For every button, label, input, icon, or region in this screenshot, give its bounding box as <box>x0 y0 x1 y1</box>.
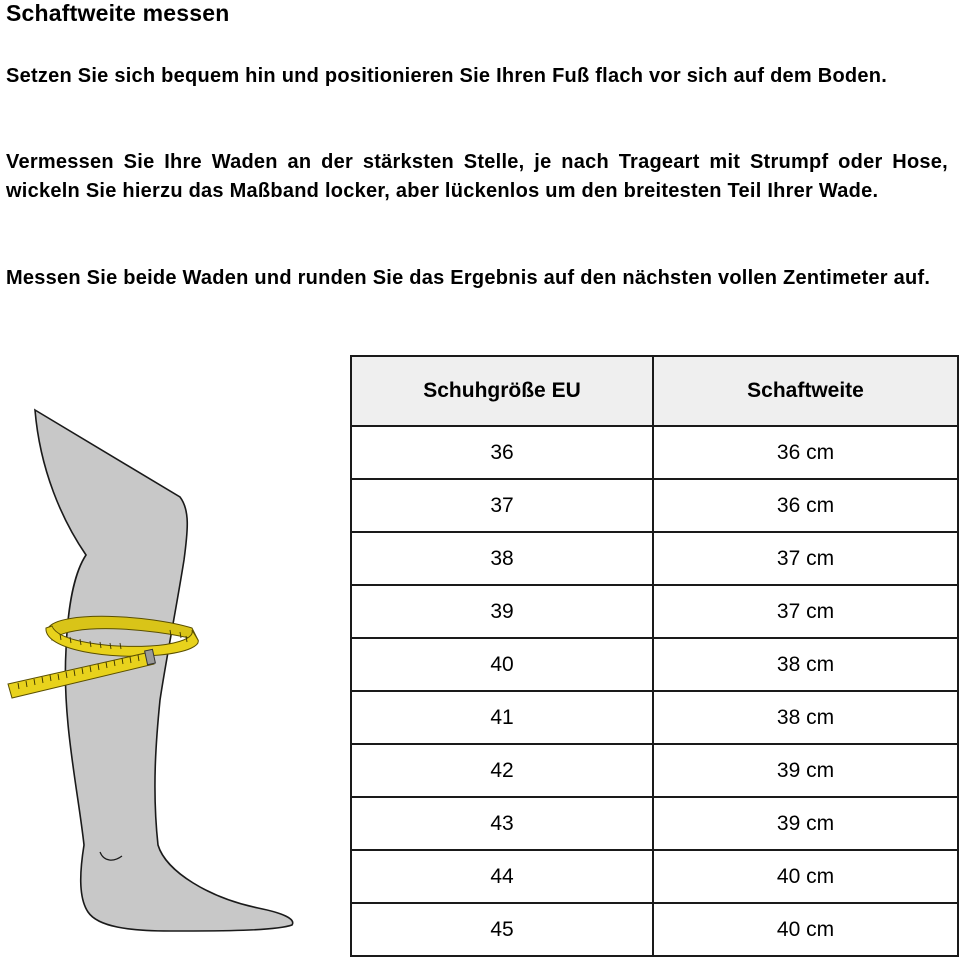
table-header-row <box>351 356 958 426</box>
page-title: Schaftweite messen <box>6 0 230 26</box>
cell-shaft-width: 38 cm <box>653 638 958 691</box>
cell-shoe-size: 37 <box>351 479 653 532</box>
table-row <box>351 426 958 479</box>
cell-shoe-size: 42 <box>351 744 653 797</box>
cell-shoe-size: 40 <box>351 638 653 691</box>
cell-shaft-width: 39 cm <box>653 797 958 850</box>
instruction-paragraph-3: Messen Sie beide Waden und runden Sie das Ergebnis auf den nächsten vollen Zentimeter auf. <box>6 267 931 289</box>
table-row <box>351 903 958 956</box>
cell-shaft-width: 39 cm <box>653 744 958 797</box>
cell-shaft-width: 36 cm <box>653 479 958 532</box>
cell-shaft-width: 40 cm <box>653 850 958 903</box>
table-row <box>351 638 958 691</box>
table-row <box>351 585 958 638</box>
table-row <box>351 797 958 850</box>
cell-shoe-size: 36 <box>351 426 653 479</box>
table-row <box>351 850 958 903</box>
cell-shoe-size: 39 <box>351 585 653 638</box>
header-shoe-size: Schuhgröße EU <box>351 356 653 426</box>
cell-shaft-width: 40 cm <box>653 903 958 956</box>
cell-shaft-width: 38 cm <box>653 691 958 744</box>
table-row <box>351 744 958 797</box>
cell-shoe-size: 38 <box>351 532 653 585</box>
instruction-paragraph-2: Vermessen Sie Ihre Waden an der stärksten Stelle, je nach Trageart mit Strumpf oder Hose, wickeln Sie hierzu das Maßband locker, aber lückenlos um den breitesten Teil Ihrer Wade. <box>6 151 948 202</box>
table-row <box>351 532 958 585</box>
cell-shoe-size: 45 <box>351 903 653 956</box>
instruction-paragraph-1: Setzen Sie sich bequem hin und positionieren Sie Ihren Fuß flach vor sich auf dem Boden. <box>6 65 888 87</box>
cell-shoe-size: 44 <box>351 850 653 903</box>
header-shaft-width: Schaftweite <box>653 356 958 426</box>
cell-shoe-size: 41 <box>351 691 653 744</box>
leg-with-tape-measure-icon <box>0 400 300 940</box>
table-row <box>351 479 958 532</box>
cell-shaft-width: 37 cm <box>653 532 958 585</box>
cell-shaft-width: 36 cm <box>653 426 958 479</box>
table-row <box>351 691 958 744</box>
size-table <box>350 355 959 957</box>
cell-shaft-width: 37 cm <box>653 585 958 638</box>
cell-shoe-size: 43 <box>351 797 653 850</box>
